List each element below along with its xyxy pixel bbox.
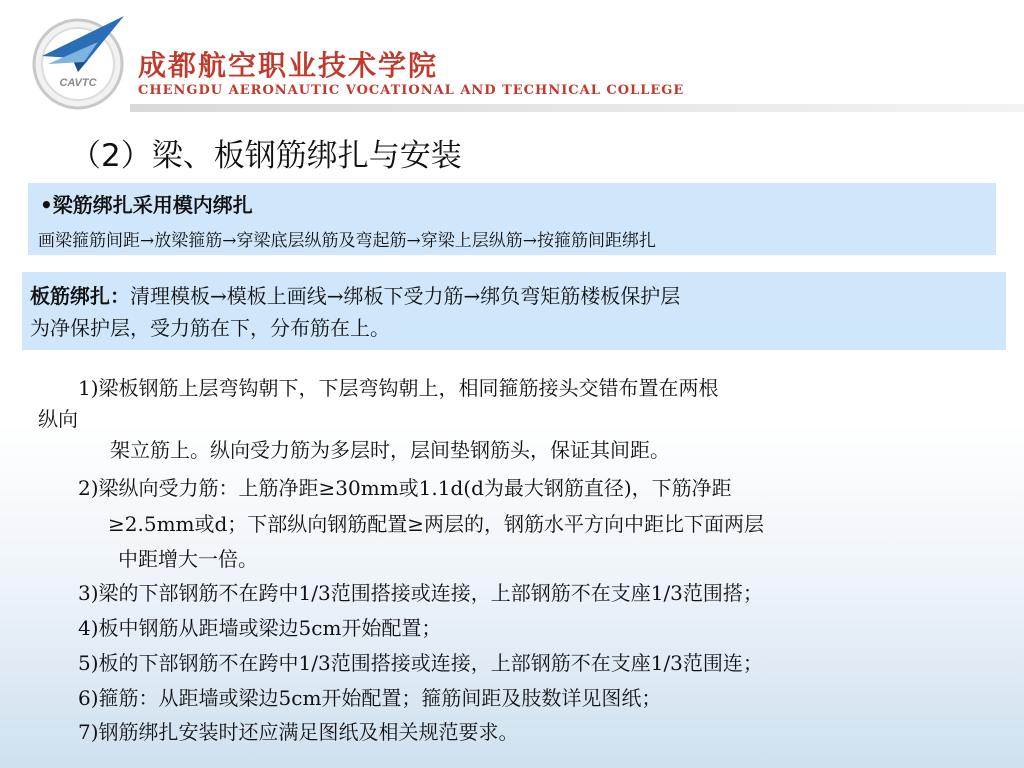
slide-header	[0, 0, 1024, 122]
logo-text: CAVTC	[59, 77, 97, 89]
beam-binding-heading: •梁筋绑扎采用模内绑扎	[40, 193, 253, 217]
school-name-cn: 成都航空职业技术学院	[138, 49, 439, 82]
slab-binding-line2: 为净保护层，受力筋在下，分布筋在上。	[30, 316, 390, 340]
college-logo-icon	[28, 12, 128, 112]
list-item-1-line2: 纵向	[38, 407, 78, 431]
list-item-6: 6)箍筋：从距墙或梁边5cm开始配置；箍筋间距及肢数详见图纸；	[78, 686, 662, 710]
slab-binding-text: 清理模板→模板上画线→绑板下受力筋→绑负弯矩筋楼板保护层	[130, 284, 681, 308]
beam-binding-box	[28, 183, 996, 255]
slab-binding-line1	[30, 280, 680, 309]
school-name-en: CHENGDU AERONAUTIC VOCATIONAL AND TECHNICAL COLLEGE	[138, 83, 685, 98]
list-item-3: 3)梁的下部钢筋不在跨中1/3范围搭接或连接，上部钢筋不在支座1/3范围搭；	[78, 581, 763, 605]
slab-binding-box	[22, 272, 1006, 350]
list-item-1-line3: 架立筋上。纵向受力筋为多层时，层间垫钢筋头，保证其间距。	[110, 438, 670, 462]
beam-binding-flow: 画梁箍筋间距→放梁箍筋→穿梁底层纵筋及弯起筋→穿梁上层纵筋→按箍筋间距绑扎	[38, 231, 656, 251]
list-item-7: 7)钢筋绑扎安装时还应满足图纸及相关规范要求。	[78, 720, 519, 744]
slab-binding-label: 板筋绑扎：	[30, 284, 130, 308]
header-divider	[130, 104, 1024, 112]
list-item-2-line1: 2)梁纵向受力筋：上筋净距≥30mm或1.1d(d为最大钢筋直径)，下筋净距	[78, 476, 732, 500]
list-item-4: 4)板中钢筋从距墙或梁边5cm开始配置；	[78, 616, 442, 640]
list-item-1-line1: 1)梁板钢筋上层弯钩朝下，下层弯钩朝上，相同箍筋接头交错布置在两根	[78, 376, 719, 400]
list-item-2-line2: ≥2.5mm或d；下部纵向钢筋配置≥两层的，钢筋水平方向中距比下面两层	[108, 512, 765, 536]
list-item-5: 5)板的下部钢筋不在跨中1/3范围搭接或连接，上部钢筋不在支座1/3范围连；	[78, 651, 763, 675]
list-item-2-line3: 中距增大一倍。	[118, 547, 258, 571]
slide-title: （2）梁、板钢筋绑扎与安装	[70, 138, 462, 174]
